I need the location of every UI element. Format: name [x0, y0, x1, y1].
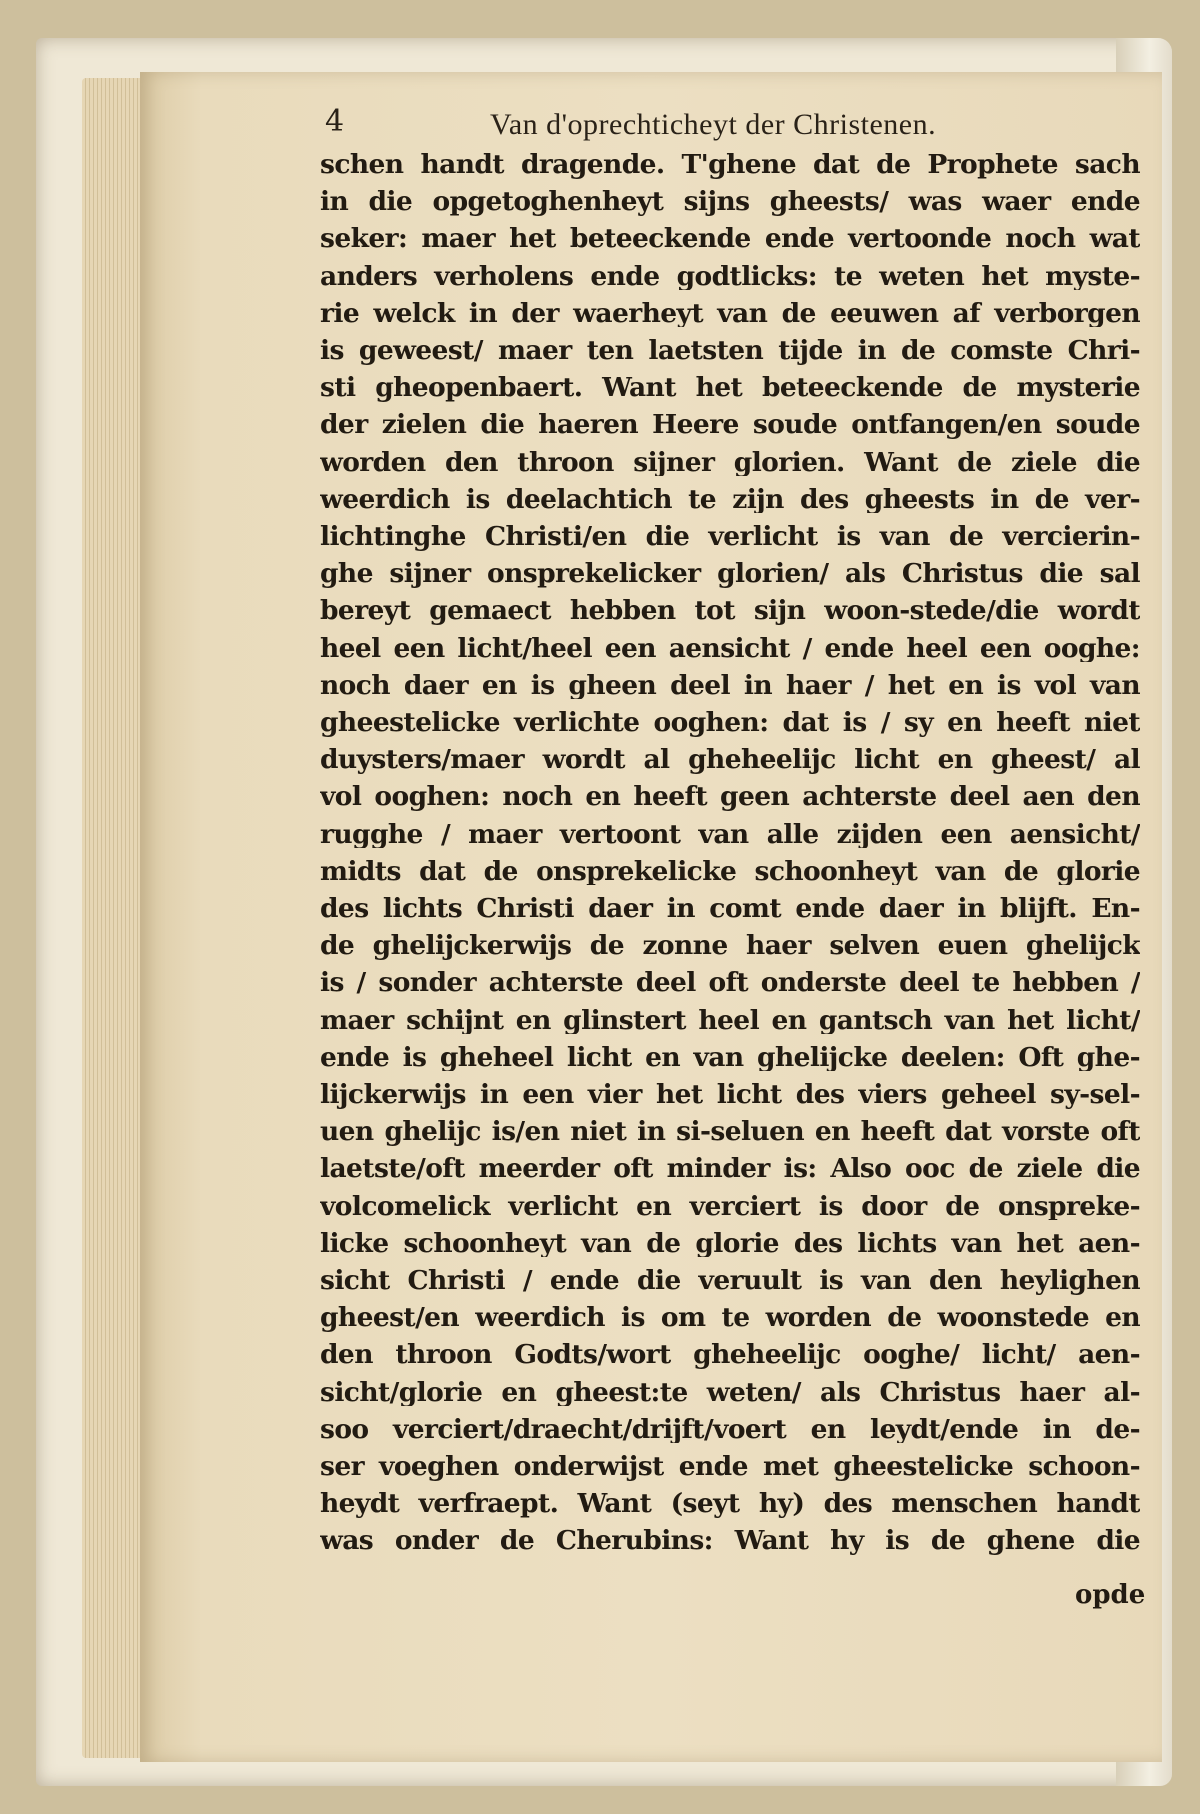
text-line: schen handt dragende. T'ghene dat de Prophete sach	[320, 152, 1140, 179]
text-line: rugghe / maer vertoont van alle zijden een aensicht/	[320, 821, 1140, 849]
text-line: is / sonder achterste deel oft onderste deel te hebben /	[320, 970, 1140, 997]
text-line: midts dat de onsprekelicke schoonheyt van de glorie	[320, 858, 1140, 886]
text-line: der zielen die haeren Heere soude ontfangen/en soude	[320, 412, 1140, 439]
text-line: ser voeghen onderwijst ende met gheestelicke schoon-	[320, 1454, 1140, 1481]
text-line: gheestelicke verlichte ooghen: dat is / sy en heeft niet	[320, 710, 1140, 737]
text-line: rie welck in der waerheyt van de eeuwen af verborgen	[320, 300, 1140, 328]
text-line: sicht Christi / ende die veruult is van den heylighen	[320, 1268, 1140, 1295]
running-title: Van d'oprechticheyt der Christenen.	[490, 108, 937, 141]
text-line: worden den throon sijner glorien. Want de ziele die	[320, 449, 1140, 477]
text-line: maer schijnt en glinstert heel en gantsch van het licht/	[320, 1007, 1140, 1035]
text-line: in die opgetoghenheyt sijns gheests/ was waer ende	[320, 189, 1140, 216]
text-line: sicht/glorie en gheest:te weten/ als Christus haer al-	[320, 1379, 1140, 1407]
text-line: is geweest/ maer ten laetsten tijde in de comste Chri-	[320, 338, 1140, 365]
text-line: de ghelijckerwijs de zonne haer selven euen ghelijck	[320, 933, 1140, 960]
text-line: sti gheopenbaert. Want het beteeckende de mysterie	[320, 375, 1140, 402]
text-line: seker: maer het beteeckende ende vertoonde noch wat	[320, 226, 1140, 253]
page-text-block	[0, 0, 965, 141]
text-line: laetste/oft meerder oft minder is: Also ooc de ziele die	[320, 1156, 1140, 1183]
text-line: lichtinghe Christi/en die verlicht is van de vercierin-	[320, 524, 1140, 551]
text-line: noch daer en is gheen deel in haer / het en is vol van	[320, 672, 1140, 700]
text-line: was onder de Cherubins: Want hy is de ghene die	[320, 1528, 1140, 1555]
page-block-edges	[82, 78, 142, 1758]
text-line: soo verciert/draecht/drijft/voert en leydt/ende in de-	[320, 1416, 1140, 1444]
text-line: weerdich is deelachtich te zijn des gheests in de ver-	[320, 486, 1140, 514]
running-head	[0, 0, 965, 141]
text-line: duysters/maer wordt al gheheelijc licht en gheest/ al	[320, 747, 1140, 774]
text-line: heel een licht/heel een aensicht / ende heel een ooghe:	[320, 635, 1140, 663]
page-number: 4	[325, 104, 345, 139]
text-line: lijckerwijs in een vier het licht des viers geheel sy-sel-	[320, 1082, 1140, 1109]
text-line: ghe sijner onsprekelicker glorien/ als Christus die sal	[320, 561, 1140, 588]
text-line: vol ooghen: noch en heeft geen achterste deel aen den	[320, 784, 1140, 811]
text-line: uen ghelijc is/en niet in si-seluen en heeft dat vorste oft	[320, 1119, 1140, 1146]
text-line: licke schoonheyt van de glorie des lichts van het aen-	[320, 1230, 1140, 1258]
text-line: volcomelick verlicht en verciert is door de onspreke-	[320, 1193, 1140, 1221]
text-line: bereyt gemaect hebben tot sijn woon-stede/die wordt	[320, 598, 1140, 625]
text-line: den throon Godts/wort gheheelijc ooghe/ licht/ aen-	[320, 1342, 1140, 1369]
catchword: opde	[1075, 1580, 1146, 1610]
text-line: des lichts Christi daer in comt ende daer in blijft. En-	[320, 896, 1140, 923]
text-line: gheest/en weerdich is om te worden de woonstede en	[320, 1305, 1140, 1332]
text-line: heydt verfraept. Want (seyt hy) des menschen handt	[320, 1491, 1140, 1518]
text-line: ende is gheheel licht en van ghelijcke deelen: Oft ghe-	[320, 1044, 1140, 1072]
text-line: anders verholens ende godtlicks: te weten het myste-	[320, 263, 1140, 291]
